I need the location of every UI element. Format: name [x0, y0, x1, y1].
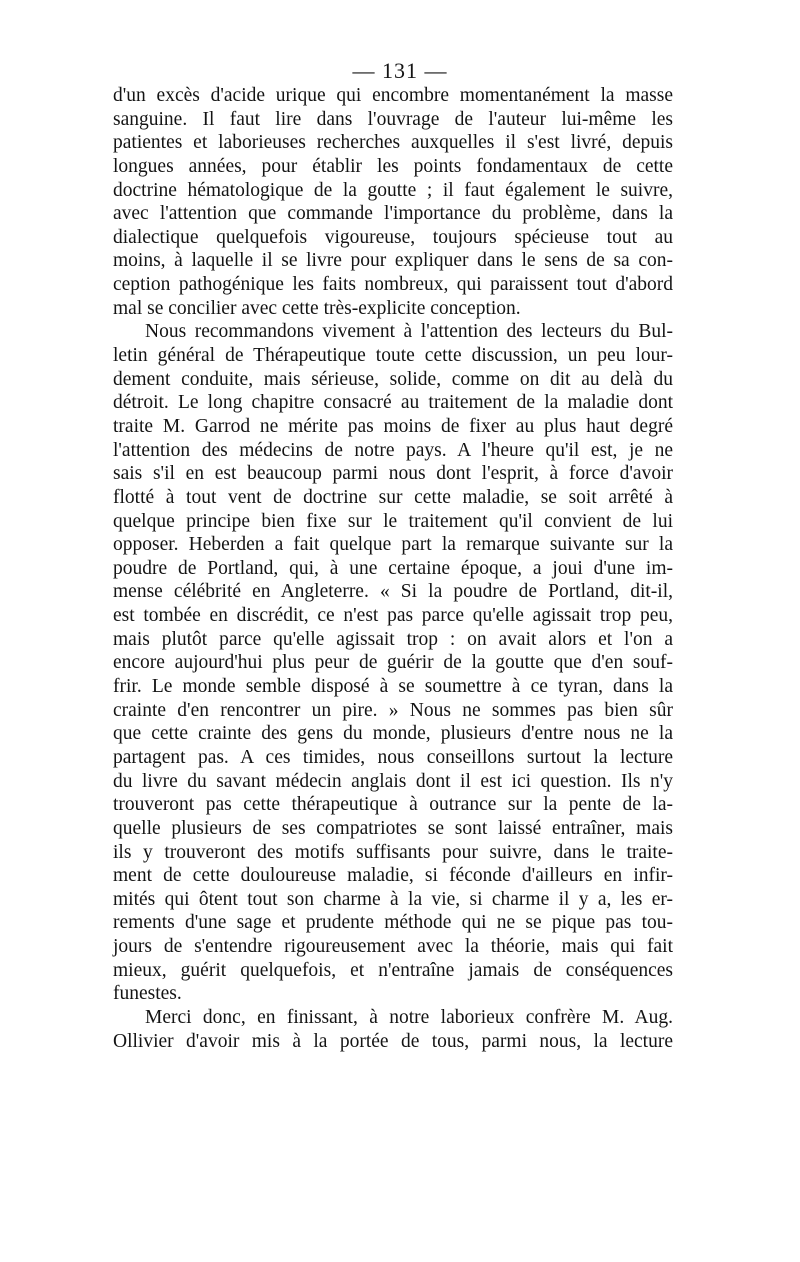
text-line: opposer. Heberden a fait quelque part la remarque suivante sur la — [113, 534, 673, 556]
text-line: que cette crainte des gens du monde, plusieurs d'entre nous ne la — [113, 723, 673, 745]
text-line: l'attention des médecins de notre pays. A l'heure qu'il est, je ne — [113, 439, 673, 461]
paragraph-2 — [113, 320, 673, 1006]
text-line: encore aujourd'hui plus peur de guérir de la goutte que d'en souf- — [113, 652, 673, 674]
text-line: quelle plusieurs de ses compatriotes se sont laissé entraîner, mais — [113, 817, 673, 839]
text-line: Ollivier d'avoir mis à la portée de tous, parmi nous, la lecture — [113, 1030, 673, 1052]
text-line: mieux, guérit quelquefois, et n'entraîne jamais de conséquences — [113, 959, 673, 981]
text-line: est tombée en discrédit, ce n'est pas parce qu'elle agissait trop peu, — [113, 605, 673, 627]
text-line: d'un excès d'acide urique qui encombre momentanément la masse — [113, 85, 673, 106]
text-line: partagent pas. A ces timides, nous conseillons surtout la lecture — [113, 746, 673, 768]
text-line: traite M. Garrod ne mérite pas moins de fixer au plus haut degré — [113, 415, 673, 437]
text-line: doctrine hématologique de la goutte ; il faut également le suivre, — [113, 179, 673, 201]
text-line: patientes et laborieuses recherches auxquelles il s'est livré, depuis — [113, 132, 673, 154]
text-line: ment de cette douloureuse maladie, si féconde d'ailleurs en infir- — [113, 865, 673, 887]
text-line: funestes. — [113, 983, 182, 1005]
text-line: Nous recommandons vivement à l'attention des lecteurs du Bul- — [145, 321, 673, 343]
text-line: rements d'une sage et prudente méthode qui ne se pique pas tou- — [113, 912, 673, 934]
text-line: longues années, pour établir les points fondamentaux de cette — [113, 155, 673, 177]
text-line: sais s'il en est beaucoup parmi nous dont l'esprit, à force d'avoir — [113, 463, 673, 485]
body-text — [113, 84, 673, 1053]
text-line: letin général de Thérapeutique toute cette discussion, un peu lour- — [113, 345, 673, 367]
text-line: du livre du savant médecin anglais dont il est ici question. Ils n'y — [113, 770, 673, 792]
text-line: trouveront pas cette thérapeutique à outrance sur la pente de la- — [113, 794, 673, 816]
text-line: crainte d'en rencontrer un pire. » Nous ne sommes pas bien sûr — [113, 699, 673, 721]
text-line: sanguine. Il faut lire dans l'ouvrage de l'auteur lui-même les — [113, 108, 673, 130]
paragraph-1 — [113, 84, 673, 320]
text-line: ception pathogénique les faits nombreux, qui paraissent tout d'abord — [113, 274, 673, 296]
paragraph-3 — [113, 1006, 673, 1053]
text-line: flotté à tout vent de doctrine sur cette maladie, se soit arrêté à — [113, 486, 673, 508]
page-number: — 131 — — [352, 58, 448, 83]
text-line: détroit. Le long chapitre consacré au traitement de la maladie dont — [113, 392, 673, 414]
text-line: dialectique quelquefois vigoureuse, toujours spécieuse tout au — [113, 226, 673, 248]
text-line: quelque principe bien fixe sur le traitement qu'il convient de lui — [113, 510, 673, 532]
text-line: frir. Le monde semble disposé à se soumettre à ce tyran, dans la — [113, 676, 673, 698]
text-line: mense célébrité en Angleterre. « Si la poudre de Portland, dit-il, — [113, 581, 673, 603]
text-line: moins, à laquelle il se livre pour expliquer dans le sens de sa con- — [113, 250, 673, 272]
text-line: poudre de Portland, qui, à une certaine époque, a joui d'une im- — [113, 557, 673, 579]
text-line: dement conduite, mais sérieuse, solide, comme on dit au delà du — [113, 368, 673, 390]
text-line: Merci donc, en finissant, à notre laborieux confrère M. Aug. — [145, 1006, 673, 1028]
text-line: mais plutôt parce qu'elle agissait trop : on avait alors et l'on a — [113, 628, 673, 650]
text-line: mal se concilier avec cette très-explicite conception. — [113, 297, 521, 319]
text-line: jours de s'entendre rigoureusement avec la théorie, mais qui fait — [113, 936, 673, 958]
text-line: avec l'attention que commande l'importance du problème, dans la — [113, 203, 673, 225]
text-line: mités qui ôtent tout son charme à la vie, si charme il y a, les er- — [113, 888, 673, 910]
text-line: ils y trouveront des motifs suffisants pour suivre, dans le traite- — [113, 841, 673, 863]
